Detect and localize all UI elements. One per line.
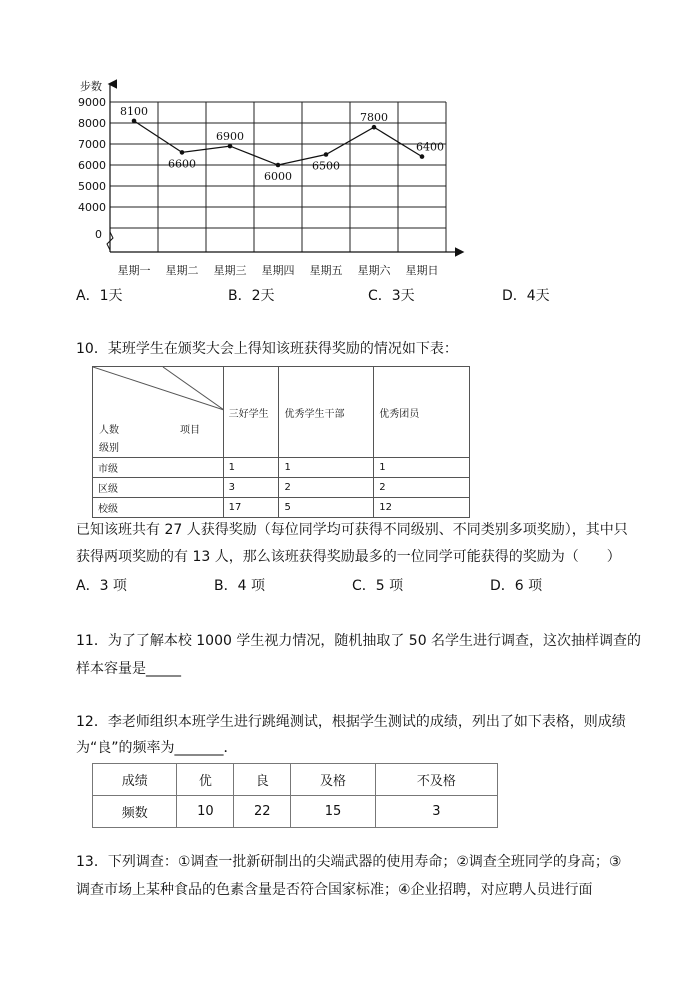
frequency-cell: 3	[375, 796, 497, 828]
q13-line1: 13．下列调查：①调查一批新研制出的尖端武器的使用寿命；②调查全班同学的身高；③	[76, 854, 622, 870]
data-point	[372, 125, 377, 130]
q9-option-a: A．1天	[76, 288, 123, 304]
award-table-corner-cell	[93, 367, 224, 458]
step-line-chart	[70, 74, 470, 284]
data-point	[132, 119, 137, 124]
data-label: 8100	[120, 104, 148, 118]
grade-cell: 良	[234, 764, 291, 796]
q10-option-c: C．5 项	[352, 578, 404, 594]
x-tick-label: 星期日	[405, 264, 439, 277]
q11-line1: 11．为了了解本校 1000 学生视力情况，随机抽取了 50 名学生进行调查，这次抽样调查的	[76, 633, 642, 649]
q9-option-d: D．4天	[502, 288, 550, 304]
y-tick-labels	[78, 96, 106, 241]
frequency-row	[93, 796, 498, 828]
frequency-cell: 15	[291, 796, 375, 828]
y-axis-label: 步数	[80, 80, 102, 93]
x-tick-label: 星期三	[213, 264, 247, 277]
data-label: 6000	[264, 170, 292, 183]
data-label: 6600	[168, 157, 196, 171]
award-row	[93, 458, 470, 478]
award-row	[93, 478, 470, 498]
q10-stem: 10．某班学生在颁奖大会上得知该班获得奖励的情况如下表：	[76, 341, 458, 357]
x-tick-label: 星期二	[165, 264, 199, 277]
y-tick-label: 7000	[78, 138, 106, 151]
y-tick-label: 4000	[78, 201, 106, 214]
data-point	[276, 163, 281, 168]
corner-label-count: 人数	[99, 425, 119, 436]
y-tick-label: 5000	[78, 180, 106, 193]
grade-cell: 不及格	[375, 764, 497, 796]
corner-label-level: 级别	[99, 443, 119, 454]
award-header-2: 优秀学生干部	[279, 367, 374, 458]
grade-cell: 及格	[291, 764, 375, 796]
award-cell: 1	[223, 458, 279, 478]
q12-line2: 为“良”的频率为_______．	[76, 740, 238, 756]
award-cell: 1	[374, 458, 470, 478]
q10-option-d: D．6 项	[490, 578, 543, 594]
y-origin-label: 0	[95, 228, 102, 241]
frequency-cell: 22	[234, 796, 291, 828]
award-cell: 2	[279, 478, 374, 498]
x-tick-label: 星期六	[357, 264, 391, 277]
q10-text-line2: 获得两项奖励的有 13 人，那么该班获得奖励最多的一位同学可能获得的奖励为（ ）	[76, 549, 621, 565]
y-tick-label: 6000	[78, 159, 106, 172]
q13-line2: 调查市场上某种食品的色素含量是否符合国家标准；④企业招聘，对应聘人员进行面	[76, 882, 593, 898]
data-label: 6900	[216, 130, 244, 144]
award-cell: 3	[223, 478, 279, 498]
q11-line2: 样本容量是_____	[76, 661, 181, 677]
award-header-3: 优秀团员	[374, 367, 470, 458]
q10-text-line1: 已知该班共有 27 人获得奖励（每位同学均可获得不同级别、不同类别多项奖励），其中只	[76, 522, 628, 538]
data-point	[228, 144, 233, 149]
award-level: 市级	[93, 458, 224, 478]
q9-option-c: C．3天	[368, 288, 415, 304]
x-tick-label: 星期五	[309, 264, 343, 277]
x-tick-label: 星期四	[261, 264, 295, 277]
award-cell: 1	[279, 458, 374, 478]
q9-option-b: B．2天	[228, 288, 275, 304]
award-cell: 5	[279, 498, 374, 518]
award-header-1: 三好学生	[223, 367, 279, 458]
grade-frequency-table	[92, 763, 498, 828]
award-level: 校级	[93, 498, 224, 518]
award-level: 区级	[93, 478, 224, 498]
grade-row	[93, 764, 498, 796]
frequency-cell: 10	[177, 796, 234, 828]
award-cell: 12	[374, 498, 470, 518]
award-cell: 2	[374, 478, 470, 498]
y-tick-label: 9000	[78, 96, 106, 109]
q10-option-b: B．4 项	[214, 578, 265, 594]
data-point	[324, 152, 329, 157]
grade-cell: 优	[177, 764, 234, 796]
corner-label-item: 项目	[180, 425, 200, 436]
data-label: 6500	[312, 159, 340, 173]
frequency-cell: 频数	[93, 796, 177, 828]
x-tick-label: 星期一	[117, 264, 151, 277]
data-label: 6400	[416, 140, 444, 154]
award-cell: 17	[223, 498, 279, 518]
award-table	[92, 366, 470, 518]
y-tick-label: 8000	[78, 117, 106, 130]
data-point	[180, 150, 185, 155]
x-tick-labels	[118, 263, 439, 277]
data-label: 7800	[360, 111, 388, 125]
grade-cell: 成绩	[93, 764, 177, 796]
q10-option-a: A．3 项	[76, 578, 127, 594]
data-point	[420, 154, 425, 159]
award-row	[93, 498, 470, 518]
q12-line1: 12．李老师组织本班学生进行跳绳测试，根据学生测试的成绩，列出了如下表格，则成绩	[76, 714, 626, 730]
